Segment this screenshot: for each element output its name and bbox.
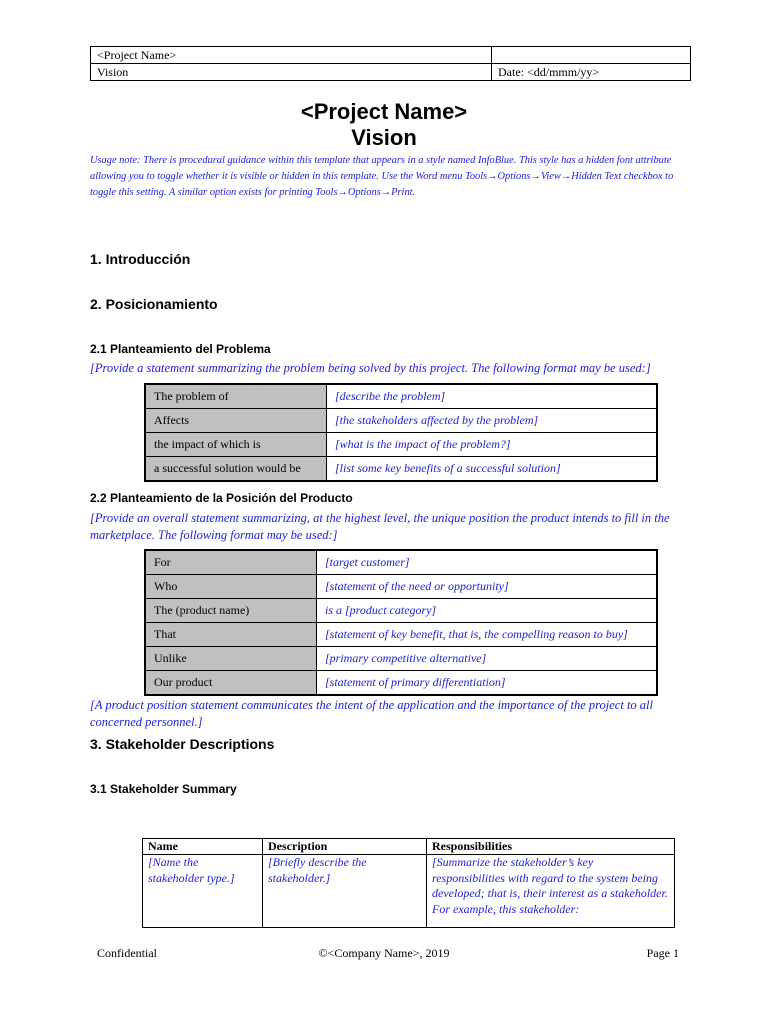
table-value-cell: [what is the impact of the problem?] (327, 433, 658, 457)
heading-stakeholder-descriptions: 3. Stakeholder Descriptions (90, 736, 275, 752)
stakeholder-responsibilities-cell: [Summarize the stakeholder’s key responsibilities with regard to the system being developed; that is, their interest as a stakeholder. For example, this stakeholder: (427, 855, 675, 928)
table-row (145, 433, 657, 457)
table-value-cell: [describe the problem] (327, 384, 658, 409)
stakeholder-summary-table (142, 838, 675, 928)
product-position-table (144, 549, 658, 696)
usage-note: Usage note: There is procedural guidance within this template that appears in a style named InfoBlue. This style has a hidden font attribute allowing you to toggle whether it is visible or hidden in this template. Use the Word menu Tools→Options→View→Hidden Text checkbox to toggle this setting. A similar option exists for printing Tools→Options→Print. (90, 155, 674, 198)
document-subtitle: Vision (351, 125, 417, 150)
stakeholder-name-cell: [Name the stakeholder type.] (143, 855, 263, 928)
table-key-cell: The (product name) (145, 599, 317, 623)
table-key-cell: Who (145, 575, 317, 599)
table-value-cell: [statement of the need or opportunity] (317, 575, 658, 599)
table-key-cell: Affects (145, 409, 327, 433)
heading-stakeholder-summary: 3.1 Stakeholder Summary (90, 782, 237, 796)
footer-confidential: Confidential (97, 946, 157, 960)
problem-statement-table (144, 383, 658, 482)
column-header-responsibilities: Responsibilities (427, 839, 675, 855)
table-value-cell: [statement of key benefit, that is, the compelling reason to buy] (317, 623, 658, 647)
table-key-cell: a successful solution would be (145, 457, 327, 482)
table-key-cell: Unlike (145, 647, 317, 671)
header-project-name: <Project Name> (91, 47, 492, 64)
document-title: <Project Name> (300, 99, 468, 124)
stakeholder-description-cell: [Briefly describe the stakeholder.] (263, 855, 427, 928)
table-key-cell: The problem of (145, 384, 327, 409)
table-value-cell: is a [product category] (317, 599, 658, 623)
table-row (145, 384, 657, 409)
table-row (145, 457, 657, 482)
table-value-cell: [primary competitive alternative] (317, 647, 658, 671)
table-key-cell: For (145, 550, 317, 575)
header-date: Date: <dd/mmm/yy> (492, 64, 691, 81)
table-key-cell: That (145, 623, 317, 647)
table-value-cell: [the stakeholders affected by the problem] (327, 409, 658, 433)
table-key-cell: Our product (145, 671, 317, 696)
position-instructions: [Provide an overall statement summarizing, at the highest level, the unique position the product intends to fill in the marketplace. The following format may be used:] (90, 511, 670, 542)
table-row (145, 647, 657, 671)
heading-planteamiento-problema: 2.1 Planteamiento del Problema (90, 342, 271, 356)
header-empty-cell (492, 47, 691, 64)
table-row (145, 599, 657, 623)
heading-posicion-producto: 2.2 Planteamiento de la Posición del Producto (90, 491, 353, 505)
table-row (145, 550, 657, 575)
table-value-cell: [statement of primary differentiation] (317, 671, 658, 696)
position-statement-note: [A product position statement communicates the intent of the application and the importance of the project to all concerned personnel.] (90, 698, 654, 729)
column-header-description: Description (263, 839, 427, 855)
table-row (143, 855, 675, 928)
document-header-table (90, 46, 691, 81)
table-row (145, 409, 657, 433)
table-value-cell: [list some key benefits of a successful solution] (327, 457, 658, 482)
footer-page-number: Page 1 (646, 946, 679, 960)
table-row (145, 623, 657, 647)
table-row (145, 671, 657, 696)
table-header-row (143, 839, 675, 855)
heading-introduccion: 1. Introducción (90, 251, 191, 267)
column-header-name: Name (143, 839, 263, 855)
heading-posicionamiento: 2. Posicionamiento (90, 296, 218, 312)
header-doc-type: Vision (91, 64, 492, 81)
table-key-cell: the impact of which is (145, 433, 327, 457)
footer-copyright: ©<Company Name>, 2019 (318, 946, 450, 960)
problem-instructions: [Provide a statement summarizing the problem being solved by this project. The following format may be used:] (90, 361, 651, 375)
table-value-cell: [target customer] (317, 550, 658, 575)
table-row (145, 575, 657, 599)
